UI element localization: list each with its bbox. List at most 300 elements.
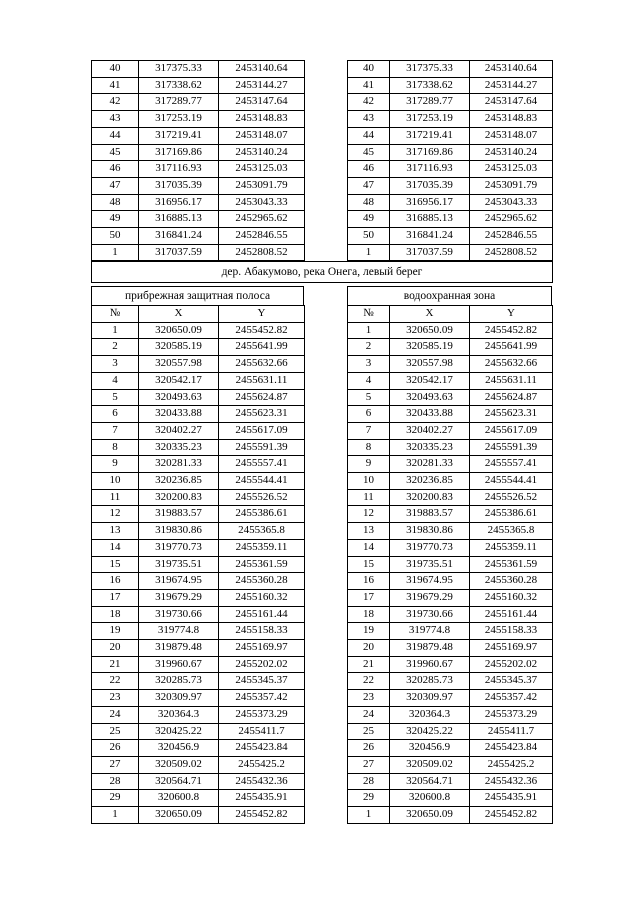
- x-coordinate: 319679.29: [390, 589, 470, 606]
- point-number: 6: [92, 406, 139, 423]
- point-number: 20: [92, 640, 139, 657]
- x-coordinate: 320200.83: [139, 489, 219, 506]
- table-row: [348, 473, 553, 490]
- x-coordinate: 320542.17: [390, 372, 470, 389]
- y-coordinate: 2455357.42: [219, 690, 305, 707]
- y-coordinate: 2455617.09: [470, 422, 553, 439]
- point-number: 22: [92, 673, 139, 690]
- table-row: [92, 589, 305, 606]
- y-coordinate: 2453148.83: [219, 111, 305, 128]
- table-row: [348, 723, 553, 740]
- point-number: 26: [92, 740, 139, 757]
- y-coordinate: 2455411.7: [470, 723, 553, 740]
- y-coordinate: 2455526.52: [470, 489, 553, 506]
- point-number: 40: [348, 61, 390, 78]
- point-number: 42: [348, 94, 390, 111]
- header-number: №: [348, 306, 390, 323]
- x-coordinate: 319960.67: [390, 656, 470, 673]
- x-coordinate: 316841.24: [139, 228, 219, 245]
- y-coordinate: 2453147.64: [219, 94, 305, 111]
- point-number: 2: [92, 339, 139, 356]
- point-number: 11: [92, 489, 139, 506]
- x-coordinate: 319774.8: [390, 623, 470, 640]
- x-coordinate: 320585.19: [139, 339, 219, 356]
- y-coordinate: 2453125.03: [470, 161, 553, 178]
- point-number: 10: [92, 473, 139, 490]
- point-number: 45: [348, 144, 390, 161]
- point-number: 19: [92, 623, 139, 640]
- point-number: 27: [92, 756, 139, 773]
- x-coordinate: 317219.41: [390, 127, 470, 144]
- point-number: 46: [348, 161, 390, 178]
- y-coordinate: 2453148.07: [470, 127, 553, 144]
- x-coordinate: 320236.85: [139, 473, 219, 490]
- table-row: [348, 673, 553, 690]
- table-row: [348, 773, 553, 790]
- table-row: [348, 539, 553, 556]
- y-coordinate: 2453140.64: [470, 61, 553, 78]
- table-row: [348, 77, 553, 94]
- point-number: 43: [92, 111, 139, 128]
- x-coordinate: 320200.83: [390, 489, 470, 506]
- point-number: 48: [348, 194, 390, 211]
- table-row: [348, 372, 553, 389]
- table-row: [348, 356, 553, 373]
- table-row: [348, 389, 553, 406]
- point-number: 23: [92, 690, 139, 707]
- table-row: [92, 506, 305, 523]
- x-coordinate: 320600.8: [390, 790, 470, 807]
- x-coordinate: 320309.97: [139, 690, 219, 707]
- x-coordinate: 317035.39: [390, 177, 470, 194]
- x-coordinate: 320425.22: [390, 723, 470, 740]
- point-number: 5: [92, 389, 139, 406]
- point-number: 19: [348, 623, 390, 640]
- point-number: 1: [348, 322, 390, 339]
- table-row: [348, 244, 553, 261]
- point-number: 12: [348, 506, 390, 523]
- table-row: [92, 539, 305, 556]
- point-number: 1: [92, 322, 139, 339]
- x-coordinate: 316841.24: [390, 228, 470, 245]
- table-row: [348, 322, 553, 339]
- y-coordinate: 2455423.84: [470, 740, 553, 757]
- y-coordinate: 2455631.11: [219, 372, 305, 389]
- point-number: 49: [348, 211, 390, 228]
- header-row: [92, 306, 305, 323]
- y-coordinate: 2455169.97: [470, 640, 553, 657]
- x-coordinate: 320542.17: [139, 372, 219, 389]
- table-row: [92, 439, 305, 456]
- point-number: 21: [92, 656, 139, 673]
- y-coordinate: 2453043.33: [219, 194, 305, 211]
- y-coordinate: 2452965.62: [470, 211, 553, 228]
- y-coordinate: 2452846.55: [470, 228, 553, 245]
- header-y: Y: [470, 306, 553, 323]
- x-coordinate: 320650.09: [390, 322, 470, 339]
- x-coordinate: 319830.86: [139, 523, 219, 540]
- table-row: [92, 422, 305, 439]
- point-number: 25: [348, 723, 390, 740]
- table-row: [92, 177, 305, 194]
- x-coordinate: 319674.95: [390, 573, 470, 590]
- point-number: 4: [92, 372, 139, 389]
- x-coordinate: 319735.51: [139, 556, 219, 573]
- x-coordinate: 320456.9: [390, 740, 470, 757]
- y-coordinate: 2455452.82: [470, 807, 553, 824]
- top-right-coordinates-table: [347, 60, 553, 261]
- x-coordinate: 320557.98: [390, 356, 470, 373]
- y-coordinate: 2455160.32: [219, 589, 305, 606]
- y-coordinate: 2455617.09: [219, 422, 305, 439]
- y-coordinate: 2455452.82: [470, 322, 553, 339]
- y-coordinate: 2455359.11: [470, 539, 553, 556]
- table-row: [348, 489, 553, 506]
- y-coordinate: 2455386.61: [219, 506, 305, 523]
- table-row: [92, 77, 305, 94]
- y-coordinate: 2455425.2: [470, 756, 553, 773]
- point-number: 1: [92, 244, 139, 261]
- x-coordinate: 320309.97: [390, 690, 470, 707]
- x-coordinate: 319730.66: [139, 606, 219, 623]
- point-number: 44: [348, 127, 390, 144]
- y-coordinate: 2455386.61: [470, 506, 553, 523]
- x-coordinate: 320650.09: [390, 807, 470, 824]
- table-row: [348, 422, 553, 439]
- point-number: 8: [92, 439, 139, 456]
- table-row: [92, 61, 305, 78]
- point-number: 42: [92, 94, 139, 111]
- x-coordinate: 319879.48: [139, 640, 219, 657]
- point-number: 29: [348, 790, 390, 807]
- y-coordinate: 2455361.59: [219, 556, 305, 573]
- y-coordinate: 2455425.2: [219, 756, 305, 773]
- y-coordinate: 2455452.82: [219, 807, 305, 824]
- y-coordinate: 2455557.41: [470, 456, 553, 473]
- table-row: [92, 606, 305, 623]
- y-coordinate: 2453091.79: [470, 177, 553, 194]
- x-coordinate: 320402.27: [390, 422, 470, 439]
- x-coordinate: 320285.73: [390, 673, 470, 690]
- header-row: [348, 306, 553, 323]
- y-coordinate: 2455641.99: [470, 339, 553, 356]
- y-coordinate: 2452808.52: [470, 244, 553, 261]
- point-number: 15: [92, 556, 139, 573]
- point-number: 20: [348, 640, 390, 657]
- header-number: №: [92, 306, 139, 323]
- table-row: [348, 144, 553, 161]
- header-x: X: [390, 306, 470, 323]
- table-row: [92, 656, 305, 673]
- y-coordinate: 2455359.11: [219, 539, 305, 556]
- x-coordinate: 320433.88: [390, 406, 470, 423]
- x-coordinate: 317169.86: [139, 144, 219, 161]
- y-coordinate: 2455624.87: [470, 389, 553, 406]
- table-row: [92, 807, 305, 824]
- x-coordinate: 316956.17: [139, 194, 219, 211]
- point-number: 9: [348, 456, 390, 473]
- y-coordinate: 2455624.87: [219, 389, 305, 406]
- y-coordinate: 2455411.7: [219, 723, 305, 740]
- y-coordinate: 2455544.41: [470, 473, 553, 490]
- table-row: [348, 656, 553, 673]
- table-row: [348, 94, 553, 111]
- table-row: [92, 790, 305, 807]
- point-number: 4: [348, 372, 390, 389]
- x-coordinate: 319679.29: [139, 589, 219, 606]
- table-row: [92, 723, 305, 740]
- x-coordinate: 317037.59: [139, 244, 219, 261]
- left-zone-title: прибрежная защитная полоса: [91, 286, 304, 305]
- point-number: 47: [348, 177, 390, 194]
- x-coordinate: 317035.39: [139, 177, 219, 194]
- table-row: [92, 756, 305, 773]
- y-coordinate: 2453147.64: [470, 94, 553, 111]
- x-coordinate: 320281.33: [139, 456, 219, 473]
- point-number: 11: [348, 489, 390, 506]
- table-row: [348, 194, 553, 211]
- table-row: [92, 244, 305, 261]
- table-row: [348, 177, 553, 194]
- point-number: 3: [92, 356, 139, 373]
- point-number: 2: [348, 339, 390, 356]
- point-number: 8: [348, 439, 390, 456]
- table-row: [348, 161, 553, 178]
- table-row: [92, 473, 305, 490]
- x-coordinate: 319879.48: [390, 640, 470, 657]
- x-coordinate: 320564.71: [139, 773, 219, 790]
- point-number: 1: [92, 807, 139, 824]
- point-number: 13: [92, 523, 139, 540]
- x-coordinate: 317338.62: [390, 77, 470, 94]
- point-number: 14: [348, 539, 390, 556]
- x-coordinate: 320402.27: [139, 422, 219, 439]
- y-coordinate: 2453140.24: [219, 144, 305, 161]
- table-row: [92, 740, 305, 757]
- point-number: 16: [348, 573, 390, 590]
- table-row: [348, 606, 553, 623]
- point-number: 3: [348, 356, 390, 373]
- table-row: [348, 589, 553, 606]
- x-coordinate: 320285.73: [139, 673, 219, 690]
- x-coordinate: 317037.59: [390, 244, 470, 261]
- y-coordinate: 2455169.97: [219, 640, 305, 657]
- y-coordinate: 2453144.27: [470, 77, 553, 94]
- x-coordinate: 317375.33: [390, 61, 470, 78]
- point-number: 27: [348, 756, 390, 773]
- y-coordinate: 2455345.37: [470, 673, 553, 690]
- table-row: [92, 523, 305, 540]
- table-row: [348, 456, 553, 473]
- y-coordinate: 2455432.36: [219, 773, 305, 790]
- x-coordinate: 319770.73: [139, 539, 219, 556]
- table-row: [348, 228, 553, 245]
- table-row: [92, 573, 305, 590]
- water-protection-zone-table: [347, 305, 553, 824]
- y-coordinate: 2455623.31: [219, 406, 305, 423]
- top-left-coordinates-table: [91, 60, 305, 261]
- point-number: 41: [348, 77, 390, 94]
- x-coordinate: 320509.02: [390, 756, 470, 773]
- table-row: [348, 439, 553, 456]
- table-row: [92, 322, 305, 339]
- y-coordinate: 2455557.41: [219, 456, 305, 473]
- point-number: 47: [92, 177, 139, 194]
- y-coordinate: 2453144.27: [219, 77, 305, 94]
- table-row: [348, 61, 553, 78]
- y-coordinate: 2455361.59: [470, 556, 553, 573]
- header-y: Y: [219, 306, 305, 323]
- point-number: 6: [348, 406, 390, 423]
- x-coordinate: 320493.63: [139, 389, 219, 406]
- table-row: [92, 706, 305, 723]
- x-coordinate: 319774.8: [139, 623, 219, 640]
- y-coordinate: 2453148.07: [219, 127, 305, 144]
- table-row: [92, 144, 305, 161]
- point-number: 17: [92, 589, 139, 606]
- point-number: 40: [92, 61, 139, 78]
- point-number: 24: [348, 706, 390, 723]
- table-row: [92, 94, 305, 111]
- table-row: [92, 127, 305, 144]
- table-row: [348, 127, 553, 144]
- y-coordinate: 2455432.36: [470, 773, 553, 790]
- y-coordinate: 2455365.8: [219, 523, 305, 540]
- point-number: 10: [348, 473, 390, 490]
- table-row: [348, 339, 553, 356]
- table-row: [92, 489, 305, 506]
- point-number: 50: [92, 228, 139, 245]
- table-row: [348, 640, 553, 657]
- y-coordinate: 2455202.02: [470, 656, 553, 673]
- table-row: [92, 623, 305, 640]
- section-title: дер. Абакумово, река Онега, левый берег: [91, 261, 553, 283]
- table-row: [348, 111, 553, 128]
- y-coordinate: 2452808.52: [219, 244, 305, 261]
- point-number: 17: [348, 589, 390, 606]
- point-number: 1: [348, 244, 390, 261]
- point-number: 18: [348, 606, 390, 623]
- x-coordinate: 320335.23: [390, 439, 470, 456]
- point-number: 25: [92, 723, 139, 740]
- x-coordinate: 320493.63: [390, 389, 470, 406]
- y-coordinate: 2453148.83: [470, 111, 553, 128]
- right-zone-title: водоохранная зона: [347, 286, 552, 305]
- x-coordinate: 320364.3: [390, 706, 470, 723]
- point-number: 50: [348, 228, 390, 245]
- table-row: [92, 356, 305, 373]
- table-row: [92, 339, 305, 356]
- table-row: [348, 573, 553, 590]
- table-row: [348, 406, 553, 423]
- y-coordinate: 2453043.33: [470, 194, 553, 211]
- point-number: 24: [92, 706, 139, 723]
- y-coordinate: 2455357.42: [470, 690, 553, 707]
- y-coordinate: 2455435.91: [470, 790, 553, 807]
- point-number: 14: [92, 539, 139, 556]
- x-coordinate: 319960.67: [139, 656, 219, 673]
- table-row: [92, 228, 305, 245]
- point-number: 5: [348, 389, 390, 406]
- point-number: 13: [348, 523, 390, 540]
- x-coordinate: 319830.86: [390, 523, 470, 540]
- point-number: 16: [92, 573, 139, 590]
- y-coordinate: 2455641.99: [219, 339, 305, 356]
- x-coordinate: 320281.33: [390, 456, 470, 473]
- x-coordinate: 320557.98: [139, 356, 219, 373]
- y-coordinate: 2455158.33: [219, 623, 305, 640]
- point-number: 22: [348, 673, 390, 690]
- y-coordinate: 2455435.91: [219, 790, 305, 807]
- x-coordinate: 319883.57: [139, 506, 219, 523]
- point-number: 45: [92, 144, 139, 161]
- y-coordinate: 2455623.31: [470, 406, 553, 423]
- coastal-strip-table: [91, 305, 305, 824]
- x-coordinate: 320509.02: [139, 756, 219, 773]
- x-coordinate: 317169.86: [390, 144, 470, 161]
- point-number: 46: [92, 161, 139, 178]
- x-coordinate: 317289.77: [390, 94, 470, 111]
- table-row: [348, 623, 553, 640]
- y-coordinate: 2455591.39: [219, 439, 305, 456]
- x-coordinate: 320236.85: [390, 473, 470, 490]
- table-row: [348, 506, 553, 523]
- table-row: [348, 211, 553, 228]
- y-coordinate: 2455632.66: [470, 356, 553, 373]
- point-number: 23: [348, 690, 390, 707]
- x-coordinate: 317116.93: [390, 161, 470, 178]
- table-row: [348, 740, 553, 757]
- table-row: [92, 673, 305, 690]
- point-number: 7: [348, 422, 390, 439]
- point-number: 1: [348, 807, 390, 824]
- table-row: [348, 790, 553, 807]
- x-coordinate: 317253.19: [139, 111, 219, 128]
- y-coordinate: 2455373.29: [219, 706, 305, 723]
- x-coordinate: 317375.33: [139, 61, 219, 78]
- x-coordinate: 316885.13: [390, 211, 470, 228]
- y-coordinate: 2453140.64: [219, 61, 305, 78]
- point-number: 43: [348, 111, 390, 128]
- y-coordinate: 2455526.52: [219, 489, 305, 506]
- x-coordinate: 320425.22: [139, 723, 219, 740]
- y-coordinate: 2455161.44: [470, 606, 553, 623]
- point-number: 28: [92, 773, 139, 790]
- x-coordinate: 320335.23: [139, 439, 219, 456]
- table-row: [348, 690, 553, 707]
- x-coordinate: 320364.3: [139, 706, 219, 723]
- y-coordinate: 2455160.32: [470, 589, 553, 606]
- y-coordinate: 2455158.33: [470, 623, 553, 640]
- x-coordinate: 319770.73: [390, 539, 470, 556]
- x-coordinate: 319735.51: [390, 556, 470, 573]
- point-number: 9: [92, 456, 139, 473]
- point-number: 41: [92, 77, 139, 94]
- point-number: 21: [348, 656, 390, 673]
- x-coordinate: 320650.09: [139, 807, 219, 824]
- table-row: [92, 556, 305, 573]
- y-coordinate: 2455591.39: [470, 439, 553, 456]
- y-coordinate: 2455360.28: [470, 573, 553, 590]
- y-coordinate: 2452965.62: [219, 211, 305, 228]
- x-coordinate: 320600.8: [139, 790, 219, 807]
- point-number: 26: [348, 740, 390, 757]
- x-coordinate: 320585.19: [390, 339, 470, 356]
- point-number: 49: [92, 211, 139, 228]
- x-coordinate: 317289.77: [139, 94, 219, 111]
- table-row: [92, 640, 305, 657]
- table-row: [92, 406, 305, 423]
